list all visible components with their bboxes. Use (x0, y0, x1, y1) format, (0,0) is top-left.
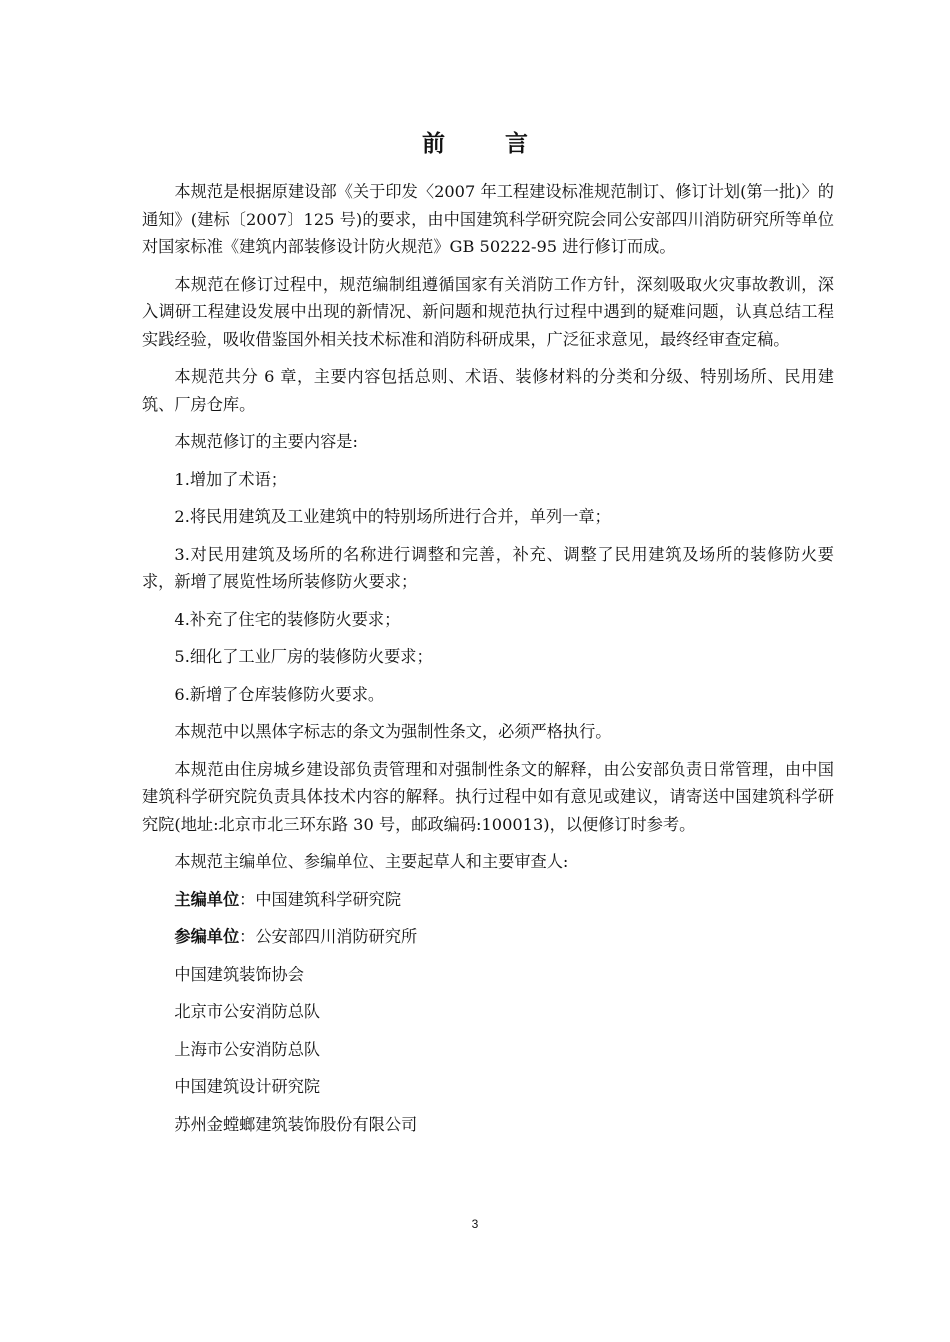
preface-content (142, 178, 834, 1148)
revision-item-6: 6.新增了仓库装修防火要求。 (174, 684, 385, 704)
revision-item-4: 4.补充了住宅的装修防火要求； (174, 609, 401, 629)
participating-unit-separator: ： (239, 927, 256, 946)
page-title: 前 言 (421, 131, 554, 157)
chief-unit-line (142, 886, 834, 914)
participating-unit-item: 中国建筑装饰协会 (174, 964, 304, 984)
revision-item-5: 5.细化了工业厂房的装修防火要求； (174, 647, 433, 666)
paragraph-process: 本规范在修订过程中，规范编制组遵循国家有关消防工作方针，深刻吸取火灾事故教训，深入调研工程建设发展中出现的新情况、新问题和规范执行过程中遇到的疑难问题，认真总结工程实践经验，吸收借鉴国外相关技术标准和消防科研成果，广泛征求意见，最终经审查定稿。 (142, 274, 834, 349)
paragraph-units-intro: 本规范主编单位、参编单位、主要起草人和主要审查人: (174, 852, 569, 871)
participating-unit-item: 中国建筑设计研究院 (174, 1077, 321, 1096)
participating-unit-item: 苏州金螳螂建筑装饰股份有限公司 (174, 1114, 418, 1134)
participating-unit-label: 参编单位 (174, 927, 240, 946)
participating-unit-item: 上海市公安消防总队 (174, 1039, 321, 1059)
revision-item-2: 2.将民用建筑及工业建筑中的特别场所进行合并，单列一章； (174, 507, 611, 526)
paragraph-revision-intro: 本规范修订的主要内容是: (174, 432, 358, 451)
revision-item-3: 3.对民用建筑及场所的名称进行调整和完善，补充、调整了民用建筑及场所的装修防火要求，新增了展览性场所装修防火要求； (142, 544, 834, 591)
participating-unit-line (142, 923, 834, 951)
chief-unit-value: 中国建筑科学研究院 (255, 889, 402, 909)
paragraph-basis: 本规范是根据原建设部《关于印发〈2007 年工程建设标准规范制订、修订计划(第一批)〉的通知》(建标〔2007〕125 号)的要求，由中国建筑科学研究院会同公安部四川消防研究所等单位对国家标准《建筑内部装修设计防火规范》GB 50222-95 进行修订而成。 (142, 182, 834, 256)
chief-unit-separator: ： (239, 889, 256, 909)
page-number: 3 (471, 1217, 479, 1231)
participating-unit-first: 公安部四川消防研究所 (255, 927, 418, 946)
chief-unit-label: 主编单位 (174, 889, 240, 909)
paragraph-mandatory: 本规范中以黑体字标志的条文为强制性条文，必须严格执行。 (174, 722, 612, 741)
revision-item-1: 1.增加了术语； (174, 469, 287, 489)
participating-unit-item: 北京市公安消防总队 (174, 1002, 321, 1021)
paragraph-management: 本规范由住房城乡建设部负责管理和对强制性条文的解释，由公安部负责日常管理，由中国建筑科学研究院负责具体技术内容的解释。执行过程中如有意见或建议，请寄送中国建筑科学研究院(地址:北京市北三环东路 30 号，邮政编码:100013)，以便修订时参考。 (142, 759, 834, 834)
paragraph-chapters: 本规范共分 6 章，主要内容包括总则、术语、装修材料的分类和分级、特别场所、民用建筑、厂房仓库。 (142, 367, 834, 414)
